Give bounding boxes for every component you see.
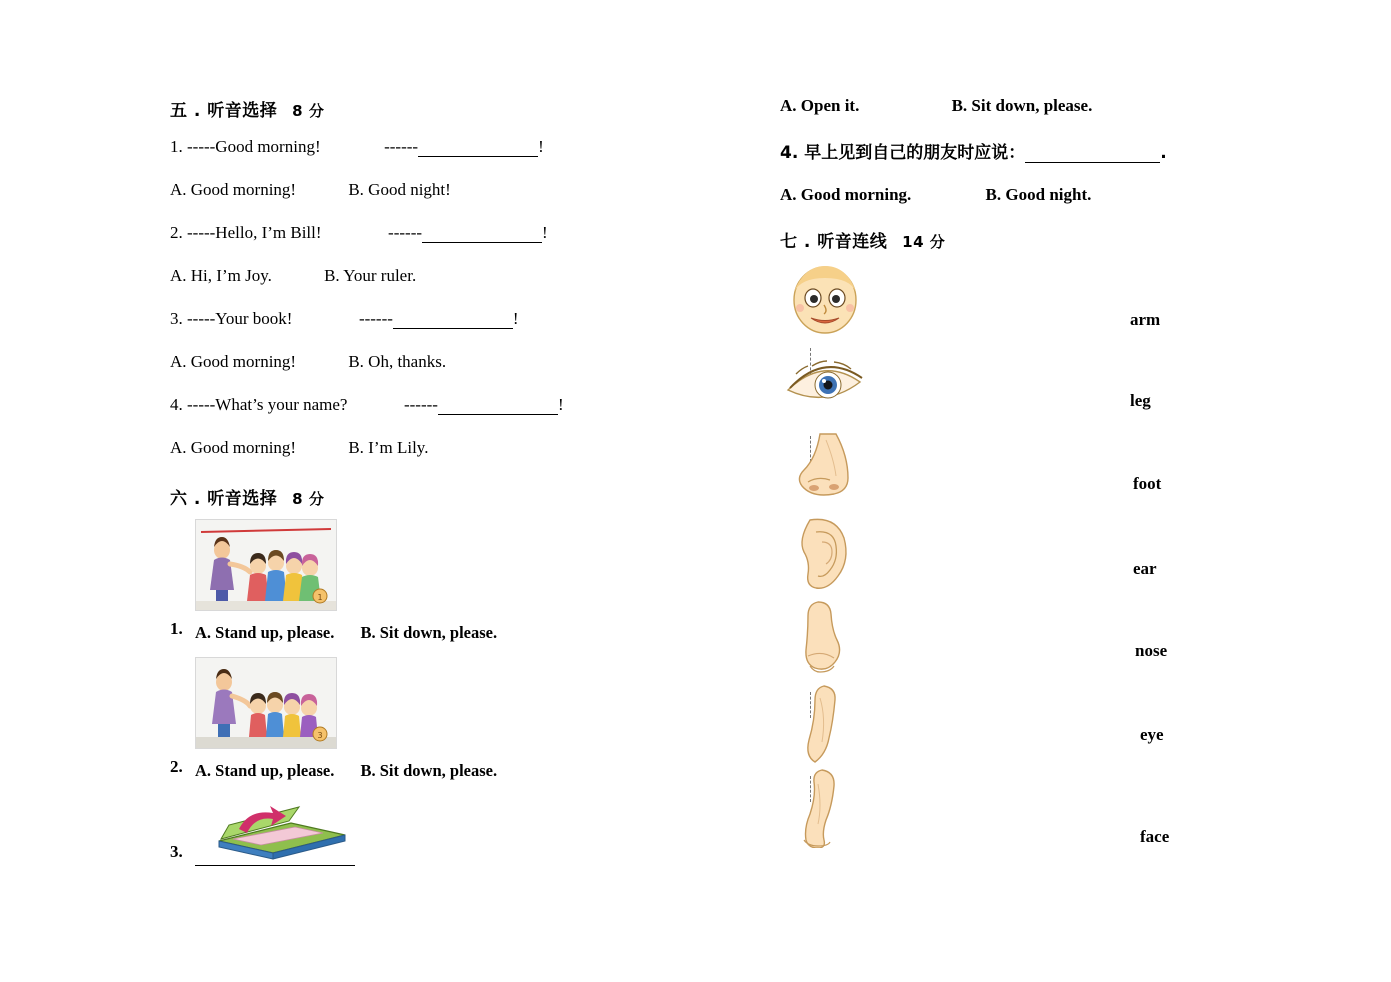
question-prompt: 3. -----Your book! (170, 309, 293, 328)
leg-icon (780, 768, 870, 848)
question-number: 1. (170, 619, 183, 638)
matching-exercise (780, 258, 1250, 878)
question-four-prompt (780, 138, 1250, 163)
option-b[interactable]: B. Good night. (985, 185, 1092, 204)
option-a[interactable]: A. Good morning! (170, 180, 297, 199)
match-word-ear[interactable]: ear (1133, 559, 1157, 578)
question-post: ! (542, 223, 548, 242)
answer-blank[interactable] (438, 398, 558, 415)
option-line (170, 266, 690, 286)
question-post: ! (512, 309, 519, 328)
classroom-stand-up-picture (195, 519, 337, 611)
question-post: ! (557, 395, 564, 414)
option-a[interactable]: A. Good morning. (780, 185, 912, 204)
match-word-nose[interactable]: nose (1135, 641, 1168, 660)
match-word-face[interactable]: face (1140, 827, 1170, 846)
option-a[interactable]: A. Open it. (780, 96, 860, 115)
question-post: . (1160, 143, 1167, 163)
svg-text:3: 3 (317, 731, 323, 740)
arm-icon (780, 684, 870, 764)
nose-icon (780, 430, 870, 510)
question-dash: ------ (403, 395, 438, 414)
picture-question-2 (170, 657, 690, 781)
classroom-sit-down-picture (195, 657, 337, 749)
section-five-heading (170, 96, 690, 121)
question-text: 4. 早上见到自己的朋友时应说： (780, 143, 1026, 163)
right-column (780, 96, 1250, 878)
option-a[interactable]: A. Hi, I’m Joy. (170, 266, 272, 285)
option-a[interactable]: A. Good morning! (170, 352, 297, 371)
question-prompt: 1. -----Good morning! (170, 137, 321, 156)
option-a[interactable]: A. Stand up, please. (195, 761, 335, 780)
section-five-points: 8 分 (292, 102, 325, 120)
question-number: 3. (170, 842, 183, 861)
option-a[interactable]: A. Good morning! (170, 438, 297, 457)
answer-blank[interactable] (1025, 147, 1160, 163)
pencil-box-open-picture (195, 795, 355, 866)
section-five-title: 五 . 听音选择 (170, 101, 278, 121)
section-seven-title: 七 . 听音连线 (780, 232, 888, 252)
option-a[interactable]: A. Stand up, please. (195, 623, 335, 642)
question-dash: ------ (388, 223, 423, 242)
section-seven-points: 14 分 (902, 233, 946, 251)
section-six-points: 8 分 (292, 490, 325, 508)
picture-option-line (195, 761, 690, 781)
answer-blank[interactable] (422, 226, 542, 243)
foot-icon (780, 600, 870, 680)
option-b[interactable]: B. Sit down, please. (360, 761, 498, 780)
question-line (170, 395, 690, 415)
option-b[interactable]: B. Sit down, please. (360, 623, 498, 642)
answer-blank[interactable] (393, 312, 513, 329)
question-four-options (780, 185, 1250, 205)
picture-question-3 (170, 795, 690, 866)
match-word-eye[interactable]: eye (1140, 725, 1164, 744)
option-b[interactable]: B. Oh, thanks. (348, 352, 447, 371)
left-column (170, 96, 690, 866)
picture-option-line (195, 623, 690, 643)
question-post: ! (538, 137, 544, 156)
match-word-foot[interactable]: foot (1133, 474, 1162, 493)
question-prompt: 4. -----What’s your name? (170, 395, 348, 414)
ear-icon (780, 514, 870, 594)
question-line (170, 223, 690, 243)
question-number: 2. (170, 757, 183, 776)
option-b[interactable]: B. I’m Lily. (348, 438, 429, 457)
option-b[interactable]: B. Your ruler. (324, 266, 417, 285)
option-line (170, 352, 690, 372)
match-word-arm[interactable]: arm (1130, 310, 1161, 329)
question-line (170, 309, 690, 329)
svg-text:1: 1 (317, 593, 323, 602)
question-dash: ------ (358, 309, 393, 328)
section-six-heading (170, 484, 690, 509)
question-line (170, 137, 690, 157)
question-three-options (780, 96, 1250, 116)
match-word-leg[interactable]: leg (1130, 391, 1151, 410)
option-line (170, 438, 690, 458)
picture-question-1 (170, 519, 690, 643)
option-line (170, 180, 690, 200)
section-six-title: 六 . 听音选择 (170, 489, 278, 509)
face-icon (780, 258, 870, 338)
question-dash: ------ (384, 137, 419, 156)
question-prompt: 2. -----Hello, I’m Bill! (170, 223, 322, 242)
section-seven-heading (780, 227, 1250, 252)
option-b[interactable]: B. Sit down, please. (951, 96, 1093, 115)
eye-icon (780, 344, 870, 424)
option-b[interactable]: B. Good night! (348, 180, 451, 199)
answer-blank[interactable] (418, 140, 538, 157)
